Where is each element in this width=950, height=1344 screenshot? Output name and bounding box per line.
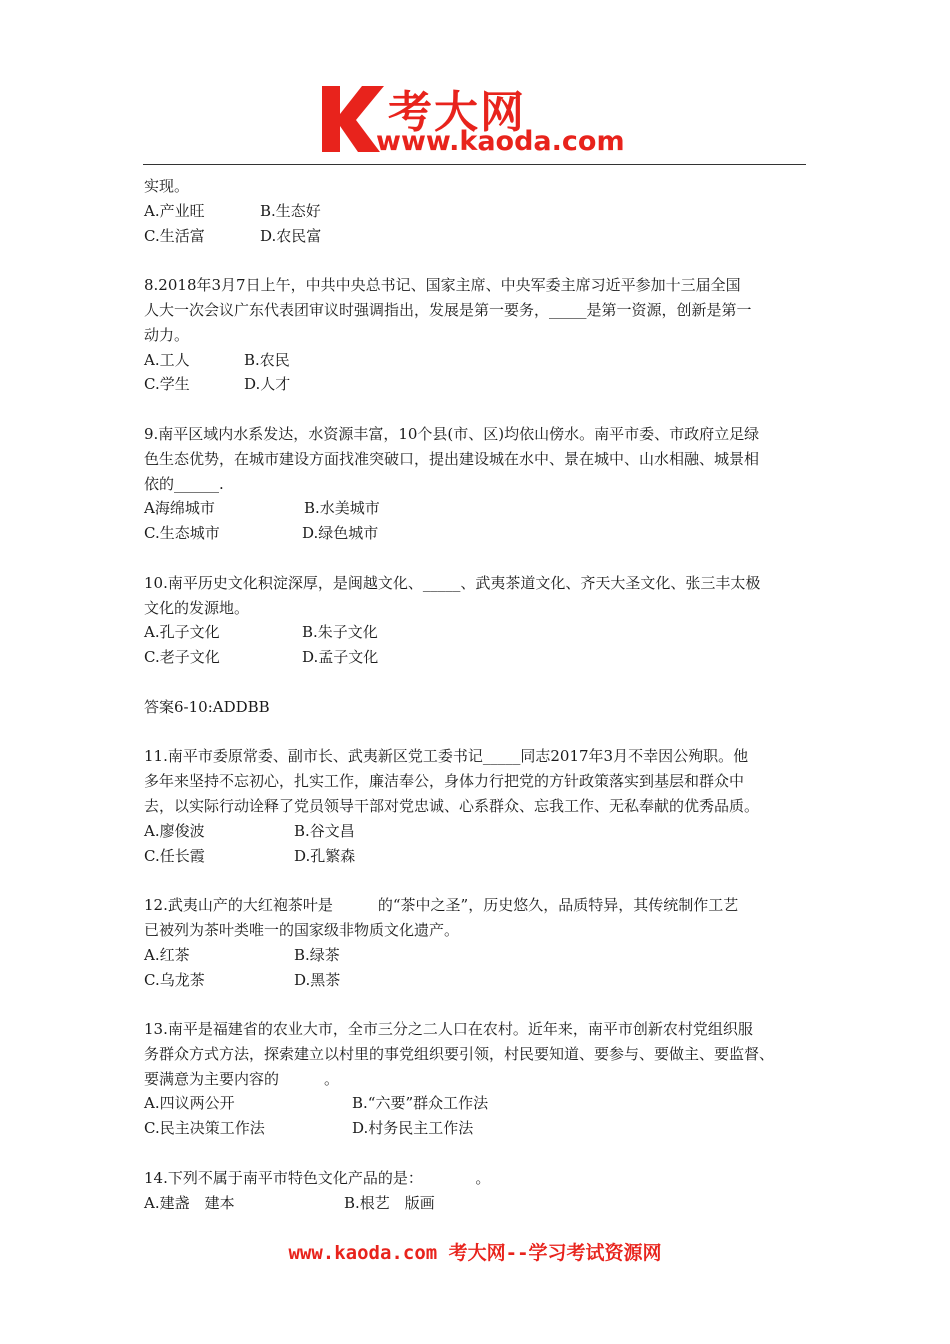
spacer [144, 1141, 808, 1166]
footer-site-banner[interactable]: www.kaoda.com 考大网--学习考试资源网 [288, 1242, 662, 1264]
question-13-line-3: 要满意为主要内容的 。 [144, 1069, 340, 1088]
question-8-line-2: 人大一次会议广东代表团审议时强调指出，发展是第一要务，_____是第一资源，创新是第一 [144, 300, 752, 319]
option-b: B.农民 [244, 350, 290, 369]
option-b: B.朱子文化 [302, 623, 378, 642]
spacer [144, 720, 808, 745]
logo-url-text: www.kaoda.com [376, 126, 625, 157]
question-10-options-row-2 [144, 645, 808, 670]
option-b: B.“六要”群众工作法 [352, 1094, 489, 1113]
option-d: D.农民富 [260, 226, 322, 245]
spacer [144, 670, 808, 695]
question-8-line-1: 8.2018年3月7日上午，中共中央总书记、国家主席、中央军委主席习近平参加十三届全国 [144, 276, 741, 295]
question-8-options-row-1 [144, 348, 808, 373]
question-11-options-row-2 [144, 844, 808, 869]
option-c: C.乌龙茶 [144, 970, 205, 989]
question-13-line-2: 务群众方式方法，探索建立以村里的事党组织要引领，村民要知道、要参与、要做主、要监督、 [144, 1044, 775, 1063]
option-a: A.廖俊波 [144, 821, 205, 840]
option-d: D.孟子文化 [302, 648, 379, 667]
option-a: A.四议两公开 [144, 1094, 235, 1113]
question-9-options-row-1 [144, 496, 808, 521]
option-c: C.学生 [144, 375, 190, 394]
option-b: B.水美城市 [304, 499, 380, 518]
question-9-line-3: 依的______. [144, 474, 224, 493]
question-13-line-1: 13.南平是福建省的农业大市，全市三分之二人口在农村。近年来，南平市创新农村党组织服 [144, 1020, 753, 1039]
spacer [144, 546, 808, 571]
spacer [144, 992, 808, 1017]
spacer [144, 248, 808, 273]
question-12-line-2: 已被列为茶叶类唯一的国家级非物质文化遗产。 [144, 920, 460, 939]
option-d: D.孔繁森 [294, 846, 356, 865]
question-13-options-row-2 [144, 1116, 808, 1141]
question-11-line-2: 多年来坚持不忘初心，扎实工作，廉洁奉公，身体力行把党的方针政策落实到基层和群众中 [144, 772, 745, 791]
question-9-line-2: 色生态优势，在城市建设方面找准突破口，提出建设城在水中、景在城中、山水相融、城景相 [144, 449, 760, 468]
option-d: D.村务民主工作法 [352, 1119, 474, 1138]
option-a: A.红茶 [144, 945, 190, 964]
option-b: B.生态好 [260, 201, 321, 220]
question-8-line-3: 动力。 [144, 325, 190, 344]
question-8-options-row-2 [144, 372, 808, 397]
option-d: D.人才 [244, 375, 291, 394]
option-c: C.任长霞 [144, 846, 205, 865]
question-12-line-1: 12.武夷山产的大红袍茶叶是 的“茶中之圣”，历史悠久，品质特异，其传统制作工艺 [144, 896, 739, 915]
option-c: C.民主决策工作法 [144, 1119, 265, 1138]
question-14-line-1: 14.下列不属于南平市特色文化产品的是： 。 [144, 1168, 491, 1187]
kaoda-logo [318, 82, 648, 162]
document-body [144, 174, 808, 1215]
option-c: C.老子文化 [144, 648, 220, 667]
question-11-line-3: 去，以实际行动诠释了党员领导干部对党忠诚、心系群众、忘我工作、无私奉献的优秀品质。 [144, 796, 760, 815]
option-c: C.生态城市 [144, 524, 220, 543]
question-9-line-1: 9.南平区域内水系发达，水资源丰富，10个县(市、区)均依山傍水。南平市委、市政府立足绿 [144, 424, 760, 443]
question-10-line-1: 10.南平历史文化积淀深厚，是闽越文化、_____、武夷茶道文化、齐天大圣文化、张三丰太极 [144, 573, 761, 592]
question-10-line-2: 文化的发源地。 [144, 598, 250, 617]
question-14-options-row-1 [144, 1191, 808, 1216]
question-9-options-row-2 [144, 521, 808, 546]
option-a: A.建盏 建本 [144, 1193, 235, 1212]
question-11-options-row-1 [144, 819, 808, 844]
option-c: C.生活富 [144, 226, 205, 245]
option-b: B.根艺 版画 [344, 1193, 435, 1212]
spacer [144, 397, 808, 422]
header-divider [143, 164, 806, 165]
question-7-options-row-2 [144, 224, 808, 249]
question-7-text: 实现。 [144, 177, 190, 195]
question-10-options-row-1 [144, 620, 808, 645]
option-d: D.黑茶 [294, 970, 341, 989]
question-13-options-row-1 [144, 1091, 808, 1116]
logo-chinese-text: 考大网 [388, 87, 526, 138]
question-12-options-row-2 [144, 968, 808, 993]
answer-key: 答案6-10:ADDBB [144, 697, 270, 716]
question-12-options-row-1 [144, 943, 808, 968]
option-a: A.孔子文化 [144, 623, 220, 642]
option-d: D.绿色城市 [302, 524, 379, 543]
option-b: B.绿茶 [294, 945, 340, 964]
option-a: A.工人 [144, 350, 190, 369]
option-b: B.谷文昌 [294, 821, 355, 840]
question-7-options-row-1 [144, 199, 808, 224]
question-11-line-1: 11.南平市委原常委、副市长、武夷新区党工委书记_____同志2017年3月不幸因公殉职。他 [144, 747, 749, 766]
spacer [144, 868, 808, 893]
option-a: A.产业旺 [144, 201, 205, 220]
option-a: A海绵城市 [144, 499, 215, 518]
